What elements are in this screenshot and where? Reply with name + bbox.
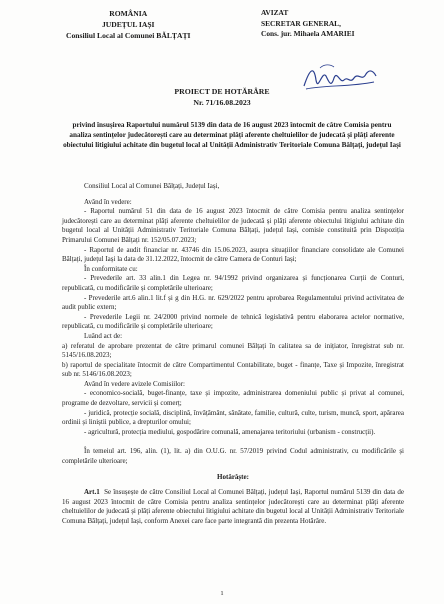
- paragraph: - Prevederile art.6 alin.1 lit.f și g din H.G. nr. 629/2022 pentru aprobarea Regulamentului privind activitatea de audit public extern;: [62, 293, 404, 312]
- committee-item: - economico-socială, buget-finanțe, taxe și impozite, administrarea domeniului public și privat al comunei, programe de dezvoltare, servicii și comerț;: [62, 389, 404, 408]
- having-regard-heading: Având în vedere:: [84, 197, 132, 206]
- document-subject: privind însușirea Raportului numărul 5139 din data de 16 august 2023 întocmit de către Comisia pentru analiza sentințelor judecătorești care au determinat plăți aferente cheltuielilor de judecată și plăți aferente obiectului litigiului achitate din bugetul local al Unității Administrativ Teritoriale Comuna Bălțați, județul Iași: [63, 121, 401, 149]
- document-title: [0, 86, 444, 108]
- committees-heading: Având în vedere avizele Comisiilor:: [84, 379, 185, 388]
- in-accordance-heading: În conformitate cu:: [84, 264, 138, 273]
- paragraph: a) referatul de aprobare prezentat de către primarul comunei Bălțați în calitatea sa de inițiator, înregistrat sub nr. 5145/16.08.2023;: [62, 341, 404, 360]
- council-label: Consiliul Local al Comunei BĂLȚAȚI: [66, 31, 191, 40]
- paragraph: - Prevederile Legii nr. 24/2000 privind normele de tehnică legislativă pentru elaborarea actelor normative, republicată, cu modificările și completările ulterioare;: [62, 312, 404, 331]
- paragraph: - Raportul de audit financiar nr. 43746 din 15.06.2023, asupra situațiilor financiare consolidate ale Comunei Bălțați, județul Iași la data de 31.12.2022, întocmit de către Camera de Conturi Iași;: [62, 245, 404, 264]
- paragraph: - Prevederile art. 33 alin.1 din Legea nr. 94/1992 privind organizarea și funcționarea Curții de Conturi, republicată, cu modificările și completările ulterioare;: [62, 274, 404, 292]
- article-1: [62, 488, 404, 526]
- paragraph: b) raportul de specialitate întocmit de către Compartimentul Contabilitate, buget - finanțe, Taxe și Impozite, înregistrat sub nr. 5146/16.08.2023;: [62, 360, 404, 379]
- approver-name: Cons. jur. Mihaela AMARIEI: [261, 29, 355, 38]
- county-label: JUDEȚUL IAȘI: [101, 20, 155, 29]
- document-body: [62, 182, 404, 527]
- paragraph: - Raportul numărul 51 din data de 16 august 2023 întocmit de către Comisia pentru analiza sentințelor judecătorești care au determinat plăți aferente cheltuielilor de judecată și plăți aferente obiectului litigiului achitate din bugetul local al Unității Administrativ Teritoriale Comuna Bălțați, județul Iași, comisie constituită prin Dispoziția Primarului Comunei Bălțați nr. 152/05.07.2023;: [62, 207, 404, 244]
- article-text: Se însușește de către Consiliul Local al Comunei Bălțați, județul Iași, Raportul numărul 5139 din data de 16 august 2023 întocmit de către Comisia pentru analiza sentințelor judecătorești care au determinat plăți aferente cheltuielilor de judecată și plăți aferente obiectului litigiului achitate din bugetul local al Unității Administrativ Teritoriale Comuna Bălțați, județul Iași, conform Anexei care face parte integrantă din prezenta Hotărâre.: [62, 488, 405, 525]
- document-type: PROIECT DE HOTĂRÂRE: [174, 87, 270, 96]
- decides-heading: Hotărăște:: [217, 472, 249, 481]
- country-label: ROMÂNIA: [109, 9, 148, 18]
- taking-note-heading: Luând act de:: [84, 331, 123, 340]
- article-label: Art.1: [84, 488, 100, 497]
- committee-item: - agricultură, protecția mediului, gospodărire comunală, amenajarea teritoriului (urbanism - construcții).: [84, 427, 376, 436]
- issuer-header: [66, 8, 190, 41]
- approval-block: [261, 8, 355, 40]
- document-number: Nr. 71/16.08.2023: [193, 98, 251, 107]
- committee-item: - juridică, protecție socială, disciplină, învățământ, sănătate, familie, cultură, culte, turism, muncă, sport, apărarea ordinii și liniștii publice, a drepturilor omului;: [62, 408, 404, 427]
- approval-label: AVIZAT: [261, 8, 289, 17]
- legal-basis: În temeiul art. 196, alin. (1), lit. a) din O.U.G. nr. 57/2019 privind Codul administrativ, cu modificările și completările ulterioare;: [62, 447, 404, 466]
- approver-role: SECRETAR GENERAL,: [261, 18, 341, 28]
- council-line: Consiliul Local al Comunei Bălțați, Județul Iași,: [84, 182, 220, 190]
- page-number: 1: [220, 590, 224, 597]
